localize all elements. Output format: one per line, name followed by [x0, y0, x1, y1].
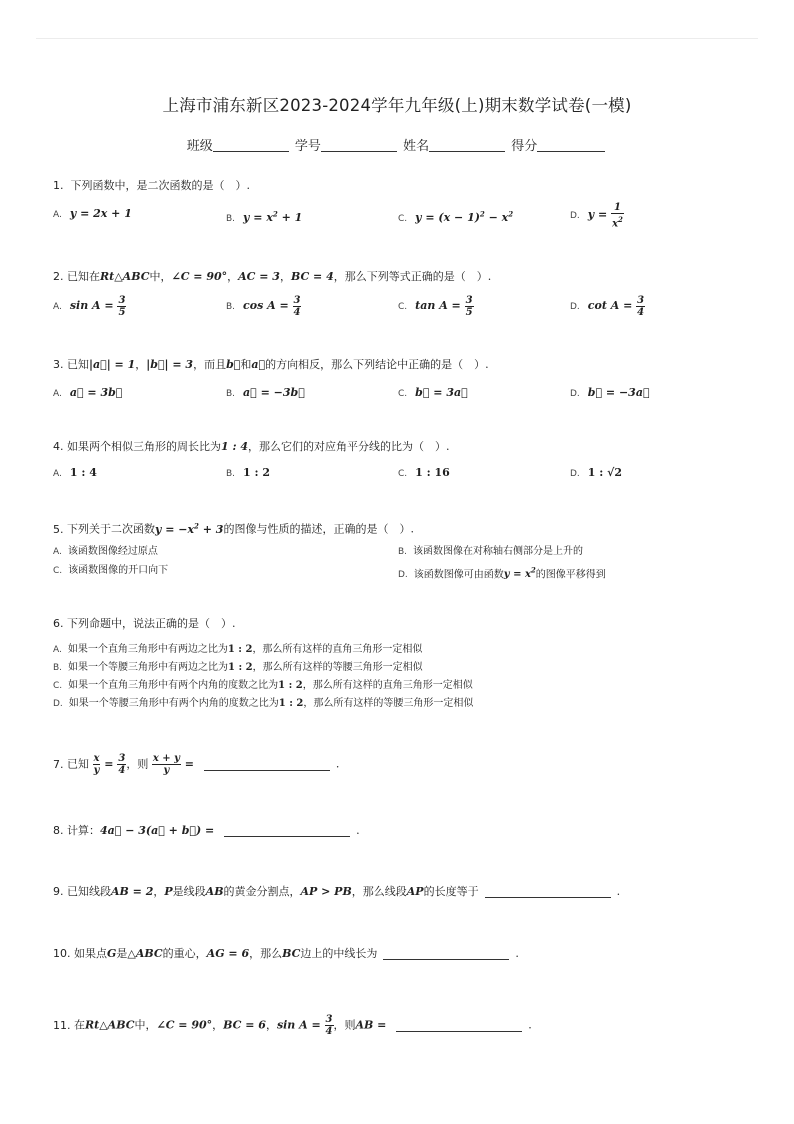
- q1-option-d[interactable]: D. y = $\frac{1}{x^2}$: [570, 202, 623, 230]
- score-blank[interactable]: [537, 139, 605, 152]
- q2-option-a[interactable]: A. sin A = $\frac{3}{5}$: [53, 295, 126, 318]
- question-10: 10. 如果点G是△ABC的重心，AG = 6，那么BC边上的中线长为 .: [53, 947, 519, 960]
- page-title: 上海市浦东新区2023-2024学年九年级(上)期末数学试卷(一模): [162, 96, 632, 115]
- q5-option-a[interactable]: A. 该函数图像经过原点: [53, 546, 158, 557]
- question-text: 下列函数中，是二次函数的是（ ）.: [70, 179, 250, 192]
- q2-option-b[interactable]: B. cos A = $\frac{3}{4}$: [226, 295, 301, 318]
- question-6: 6. 下列命题中，说法正确的是（ ）.: [53, 617, 236, 630]
- top-divider: [36, 38, 758, 39]
- question-11: 11. 在Rt△ABC中，∠C = 90°，BC = 6，sin A = $\frac{3}{4}$ ，则AB = .: [53, 1014, 532, 1037]
- question-1: [53, 179, 250, 193]
- q3-option-a[interactable]: A. a⃗ = 3b⃗: [53, 386, 123, 399]
- q3-option-d[interactable]: D. b⃗ = −3a⃗: [570, 386, 650, 399]
- name-blank[interactable]: [429, 139, 505, 152]
- q2-option-c[interactable]: C. tan A = $\frac{3}{5}$: [398, 295, 473, 318]
- question-7: 7. 已知 $\frac{x}{y}$ = $\frac{3}{4}$ ，则 $\frac{x + y}{y}$ = .: [53, 753, 340, 776]
- q3-option-b[interactable]: B. a⃗ = −3b⃗: [226, 386, 305, 399]
- question-5: 5. 下列关于二次函数$y = -x^2 + 3$的图像与性质的描述，正确的是（ ）.: [53, 521, 414, 536]
- question-3: 3. 已知|a⃗| = 1，|b⃗| = 3，而且b⃗和a⃗的方向相反，那么下列结论中正确的是（ ）.: [53, 358, 489, 371]
- q11-answer-blank[interactable]: [396, 1019, 522, 1032]
- question-9: 9. 已知线段AB = 2，P是线段AB的黄金分割点，AP > PB，那么线段AP的长度等于 .: [53, 885, 621, 898]
- question-4: 4. 如果两个相似三角形的周长比为1 : 4，那么它们的对应角平分线的比为（ ）.: [53, 440, 450, 453]
- q6-option-a[interactable]: A. 如果一个直角三角形中有两边之比为1 : 2，那么所有这样的直角三角形一定相似: [53, 644, 423, 655]
- id-label: 学号: [294, 139, 321, 154]
- q5-option-d[interactable]: D. 该函数图像可由函数$y = x^2$的图像平移得到: [398, 566, 606, 581]
- question-number: 1.: [53, 179, 64, 192]
- q5-option-b[interactable]: B. 该函数图像在对称轴右侧部分是上升的: [398, 546, 584, 557]
- q6-option-b[interactable]: B. 如果一个等腰三角形中有两边之比为1 : 2，那么所有这样的等腰三角形一定相似: [53, 662, 423, 673]
- q1-option-a[interactable]: A. y = 2x + 1: [53, 207, 132, 220]
- question-2: 2. 已知在Rt△ABC中，∠C = 90°，AC = 3，BC = 4，那么下列等式正确的是（ ）.: [53, 270, 492, 283]
- q9-answer-blank[interactable]: [485, 885, 611, 898]
- q10-answer-blank[interactable]: [383, 947, 509, 960]
- q5-option-c[interactable]: C. 该函数图像的开口向下: [53, 565, 169, 576]
- q6-option-c[interactable]: C. 如果一个直角三角形中有两个内角的度数之比为1 : 2，那么所有这样的直角三角形一定相似: [53, 680, 473, 691]
- q2-option-d[interactable]: D. cot A = $\frac{3}{4}$: [570, 295, 645, 318]
- id-blank[interactable]: [321, 139, 397, 152]
- q6-option-d[interactable]: D. 如果一个等腰三角形中有两个内角的度数之比为1 : 2，那么所有这样的等腰三角形一定相似: [53, 698, 474, 709]
- q1-option-b[interactable]: B. $y = x^2 + 1$: [226, 209, 303, 224]
- q1-option-c[interactable]: C. $y = (x - 1)^2 - x^2$: [398, 209, 514, 224]
- q4-option-a[interactable]: A. 1 : 4: [53, 466, 97, 479]
- question-8: 8. 计算：4a⃗ − 3(a⃗ + b⃗) = .: [53, 824, 360, 837]
- q4-option-b[interactable]: B. 1 : 2: [226, 466, 271, 479]
- q4-option-d[interactable]: D. 1 : √2: [570, 466, 623, 479]
- q3-option-c[interactable]: C. b⃗ = 3a⃗: [398, 386, 468, 399]
- student-info-row: [0, 135, 794, 154]
- score-label: 得分: [511, 139, 538, 154]
- class-blank[interactable]: [213, 139, 289, 152]
- q8-answer-blank[interactable]: [224, 824, 350, 837]
- q4-option-c[interactable]: C. 1 : 16: [398, 466, 450, 479]
- class-label: 班级: [186, 139, 213, 154]
- name-label: 姓名: [403, 139, 430, 154]
- q7-answer-blank[interactable]: [204, 758, 330, 771]
